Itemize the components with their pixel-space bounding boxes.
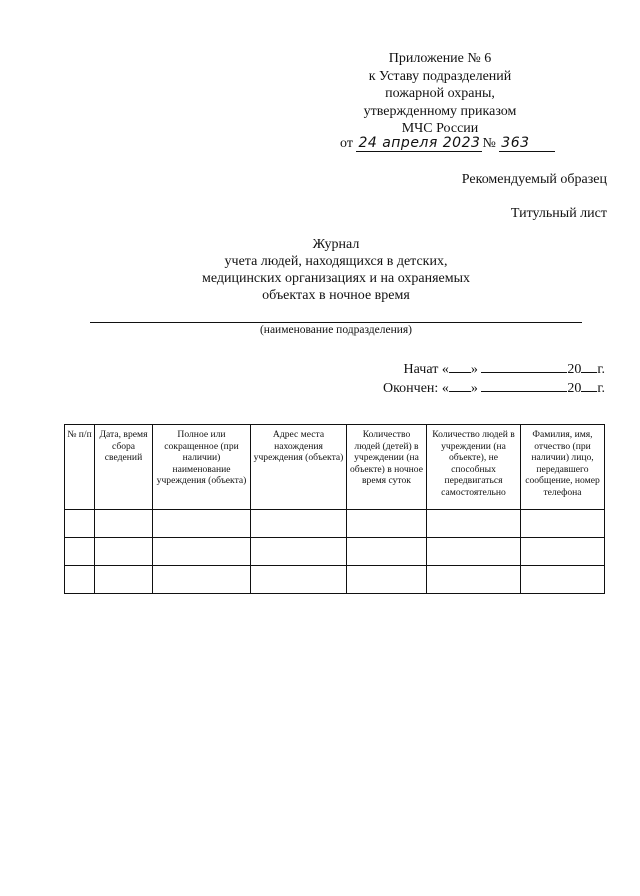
recommended-sample-label: Рекомендуемый образец — [461, 172, 607, 187]
table-row — [65, 510, 605, 538]
table-cell — [65, 566, 95, 594]
appendix-line: к Уставу подразделений — [368, 68, 512, 84]
appendix-line: пожарной охраны, — [385, 86, 495, 101]
journal-title-line: медицинских организациях и на охраняемых — [201, 271, 471, 286]
journal-title-line: объектах в ночное время — [262, 288, 410, 303]
table-header-row — [65, 425, 605, 510]
end-year-suffix: г. — [597, 381, 605, 396]
journal-title-line: Журнал — [312, 237, 360, 252]
col-header-reporter: Фамилия, имя, отчество (при наличии) лицо, передавшего сообщение, номер телефона — [521, 425, 605, 510]
start-year-blank — [581, 360, 597, 373]
order-prefix: от — [340, 136, 353, 151]
end-date-line — [383, 379, 605, 398]
end-year-blank — [581, 379, 597, 392]
table-cell — [521, 538, 605, 566]
start-year-suffix: г. — [597, 362, 605, 377]
table-cell — [65, 510, 95, 538]
table-cell — [95, 538, 153, 566]
order-number-handwritten: 363 — [499, 136, 555, 152]
start-label: Начат « — [403, 362, 449, 377]
table-cell — [427, 538, 521, 566]
table-cell — [153, 510, 251, 538]
order-date-handwritten: 24 апреля 2023 — [356, 136, 482, 152]
start-date-line — [383, 360, 605, 379]
col-header-date: Дата, время сбора сведений — [95, 425, 153, 510]
table-cell — [521, 510, 605, 538]
table-cell — [95, 566, 153, 594]
table-cell — [153, 538, 251, 566]
col-header-institution-name: Полное или сокращенное (при наличии) наименование учреждения (объекта) — [153, 425, 251, 510]
end-quote-close: » — [470, 381, 478, 396]
table-cell — [153, 566, 251, 594]
table-cell — [521, 566, 605, 594]
journal-title — [140, 236, 532, 304]
end-century: 20 — [567, 381, 582, 396]
appendix-line: Приложение № 6 — [388, 51, 492, 66]
unit-name-caption: (наименование подразделения) — [259, 324, 413, 336]
appendix-line: МЧС России — [401, 121, 479, 136]
end-day-blank — [449, 379, 471, 392]
start-quote-close: » — [470, 362, 478, 377]
table-cell — [427, 566, 521, 594]
col-header-people-count: Количество людей (детей) в учреждении (на объекте) в ночное время суток — [347, 425, 427, 510]
table-cell — [251, 510, 347, 538]
unit-name-line — [90, 322, 582, 323]
journal-title-line: учета людей, находящихся в детских, — [224, 254, 448, 269]
table-cell — [95, 510, 153, 538]
col-header-address: Адрес места нахождения учреждения (объекта) — [251, 425, 347, 510]
table-cell — [347, 538, 427, 566]
start-month-blank — [481, 360, 567, 373]
end-month-blank — [481, 379, 567, 392]
start-day-blank — [449, 360, 471, 373]
appendix-block — [330, 50, 550, 138]
order-number-label: № — [482, 136, 496, 151]
journal-table — [64, 424, 605, 594]
table-cell — [251, 566, 347, 594]
order-reference — [340, 136, 600, 152]
table-cell — [251, 538, 347, 566]
appendix-line: утвержденному приказом — [363, 103, 517, 119]
table-cell — [347, 566, 427, 594]
table-row — [65, 566, 605, 594]
journal-dates — [383, 360, 605, 398]
col-header-number: № п/п — [65, 425, 95, 510]
title-sheet-label: Титульный лист — [510, 206, 607, 221]
table-row — [65, 538, 605, 566]
table-cell — [427, 510, 521, 538]
end-label: Окончен: « — [382, 381, 449, 396]
col-header-immobile-count: Количество людей в учреждении (на объекте), не способных передвигаться самостоятельно — [427, 425, 521, 510]
start-century: 20 — [567, 362, 582, 377]
table-cell — [347, 510, 427, 538]
table-cell — [65, 538, 95, 566]
